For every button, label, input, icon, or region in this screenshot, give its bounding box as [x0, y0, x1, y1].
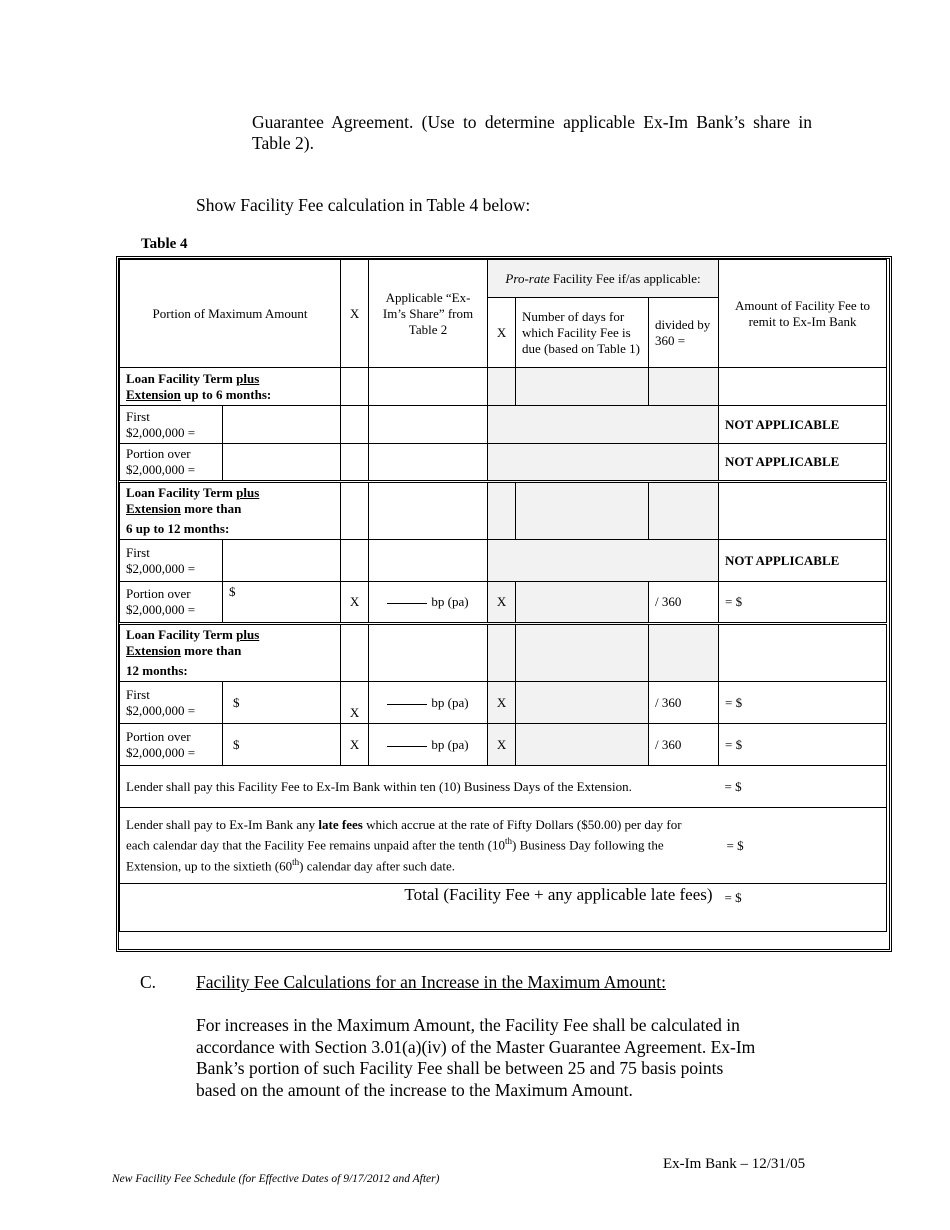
table-row	[120, 582, 887, 624]
header-divided: divided by 360 =	[649, 298, 719, 368]
amount-input[interactable]	[223, 444, 341, 482]
result-amount[interactable]: = $	[719, 582, 887, 624]
amount-input[interactable]: $	[223, 682, 341, 724]
total-label: Total (Facility Fee + any applicable late fees)	[120, 884, 719, 932]
table-row	[120, 724, 887, 766]
footer-date: Ex-Im Bank – 12/31/05	[663, 1156, 806, 1172]
section-c-label: C.	[140, 972, 157, 992]
bp-input[interactable]: bp (pa)	[369, 582, 488, 624]
days-input[interactable]	[516, 582, 649, 624]
result-amount[interactable]: = $	[719, 682, 887, 724]
not-applicable: NOT APPLICABLE	[719, 444, 887, 482]
multiply-x: X	[341, 582, 369, 624]
header-amount: Amount of Facility Fee to remit to Ex-Im Bank	[719, 260, 887, 368]
section-title-6-12-months: Loan Facility Term plus Extension more than 6 up to 12 months:	[120, 482, 341, 540]
header-portion: Portion of Maximum Amount	[120, 260, 341, 368]
header-days: Number of days for which Facility Fee is due (based on Table 1)	[516, 298, 649, 368]
amount-input[interactable]: $	[223, 582, 341, 624]
divide-360: / 360	[649, 582, 719, 624]
multiply-x: X	[488, 582, 516, 624]
section-c-title: Facility Fee Calculations for an Increase in the Maximum Amount:	[196, 972, 666, 992]
header-x: X	[341, 260, 369, 368]
table-row	[120, 682, 887, 724]
table-label: Table 4	[141, 236, 188, 252]
lender-pay-text: Lender shall pay this Facility Fee to Ex-Im Bank within ten (10) Business Days of the Extension.	[120, 766, 719, 808]
late-fees-amount[interactable]: = $	[719, 808, 887, 884]
not-applicable: NOT APPLICABLE	[719, 406, 887, 444]
header-x2: X	[488, 298, 516, 368]
total-amount[interactable]: = $	[719, 884, 887, 932]
section-title-6-months: Loan Facility Term plus Extension up to 6 months:	[120, 368, 341, 406]
first-2m-label: First $2,000,000 =	[120, 540, 223, 582]
header-share: Applicable “Ex-Im’s Share” from Table 2	[369, 260, 488, 368]
table-row	[120, 444, 887, 482]
multiply-x: X	[488, 682, 516, 724]
amount-input[interactable]	[223, 540, 341, 582]
first-2m-label: First $2,000,000 =	[120, 682, 223, 724]
divide-360: / 360	[649, 724, 719, 766]
multiply-x: X	[488, 724, 516, 766]
days-input[interactable]	[516, 724, 649, 766]
bp-input[interactable]: bp (pa)	[369, 724, 488, 766]
first-2m-label: First $2,000,000 =	[120, 406, 223, 444]
over-2m-label: Portion over $2,000,000 =	[120, 444, 223, 482]
result-amount[interactable]: = $	[719, 724, 887, 766]
not-applicable: NOT APPLICABLE	[719, 540, 887, 582]
bp-input[interactable]: bp (pa)	[369, 682, 488, 724]
amount-input[interactable]	[223, 406, 341, 444]
section-c-body: For increases in the Maximum Amount, the Facility Fee shall be calculated in accordance with Section 3.01(a)(iv) of the Master Guarantee Agreement. Ex-Im Bank’s portion of such Facility Fee shall be between 25 and 75 basis points based on the amount of the increase to the Maximum Amount.	[196, 1015, 756, 1100]
over-2m-label: Portion over $2,000,000 =	[120, 582, 223, 624]
section-title-12-months: Loan Facility Term plus Extension more than 12 months:	[120, 624, 341, 682]
table-row	[120, 540, 887, 582]
amount-input[interactable]: $	[223, 724, 341, 766]
instruction-text: Show Facility Fee calculation in Table 4 below:	[196, 195, 531, 215]
table-row	[120, 406, 887, 444]
intro-paragraph: Guarantee Agreement. (Use to determine applicable Ex-Im Bank’s share in Table 2).	[252, 112, 812, 153]
header-prorate: Pro-rate Facility Fee if/as applicable:	[488, 260, 719, 298]
divide-360: / 360	[649, 682, 719, 724]
footer-schedule-note: New Facility Fee Schedule (for Effective Dates of 9/17/2012 and After)	[112, 1173, 440, 1185]
late-fees-text: Lender shall pay to Ex-Im Bank any late fees which accrue at the rate of Fifty Dollars ($50.00) per day for each calendar day that the Facility Fee remains unpaid after the tenth (10th) Business Day following the Extension, up to the sixtieth (60th) calendar day after such date.	[120, 808, 719, 884]
facility-fee-table	[119, 259, 887, 932]
lender-pay-amount[interactable]: = $	[719, 766, 887, 808]
over-2m-label: Portion over $2,000,000 =	[120, 724, 223, 766]
multiply-x: X	[341, 682, 369, 724]
multiply-x: X	[341, 724, 369, 766]
days-input[interactable]	[516, 682, 649, 724]
